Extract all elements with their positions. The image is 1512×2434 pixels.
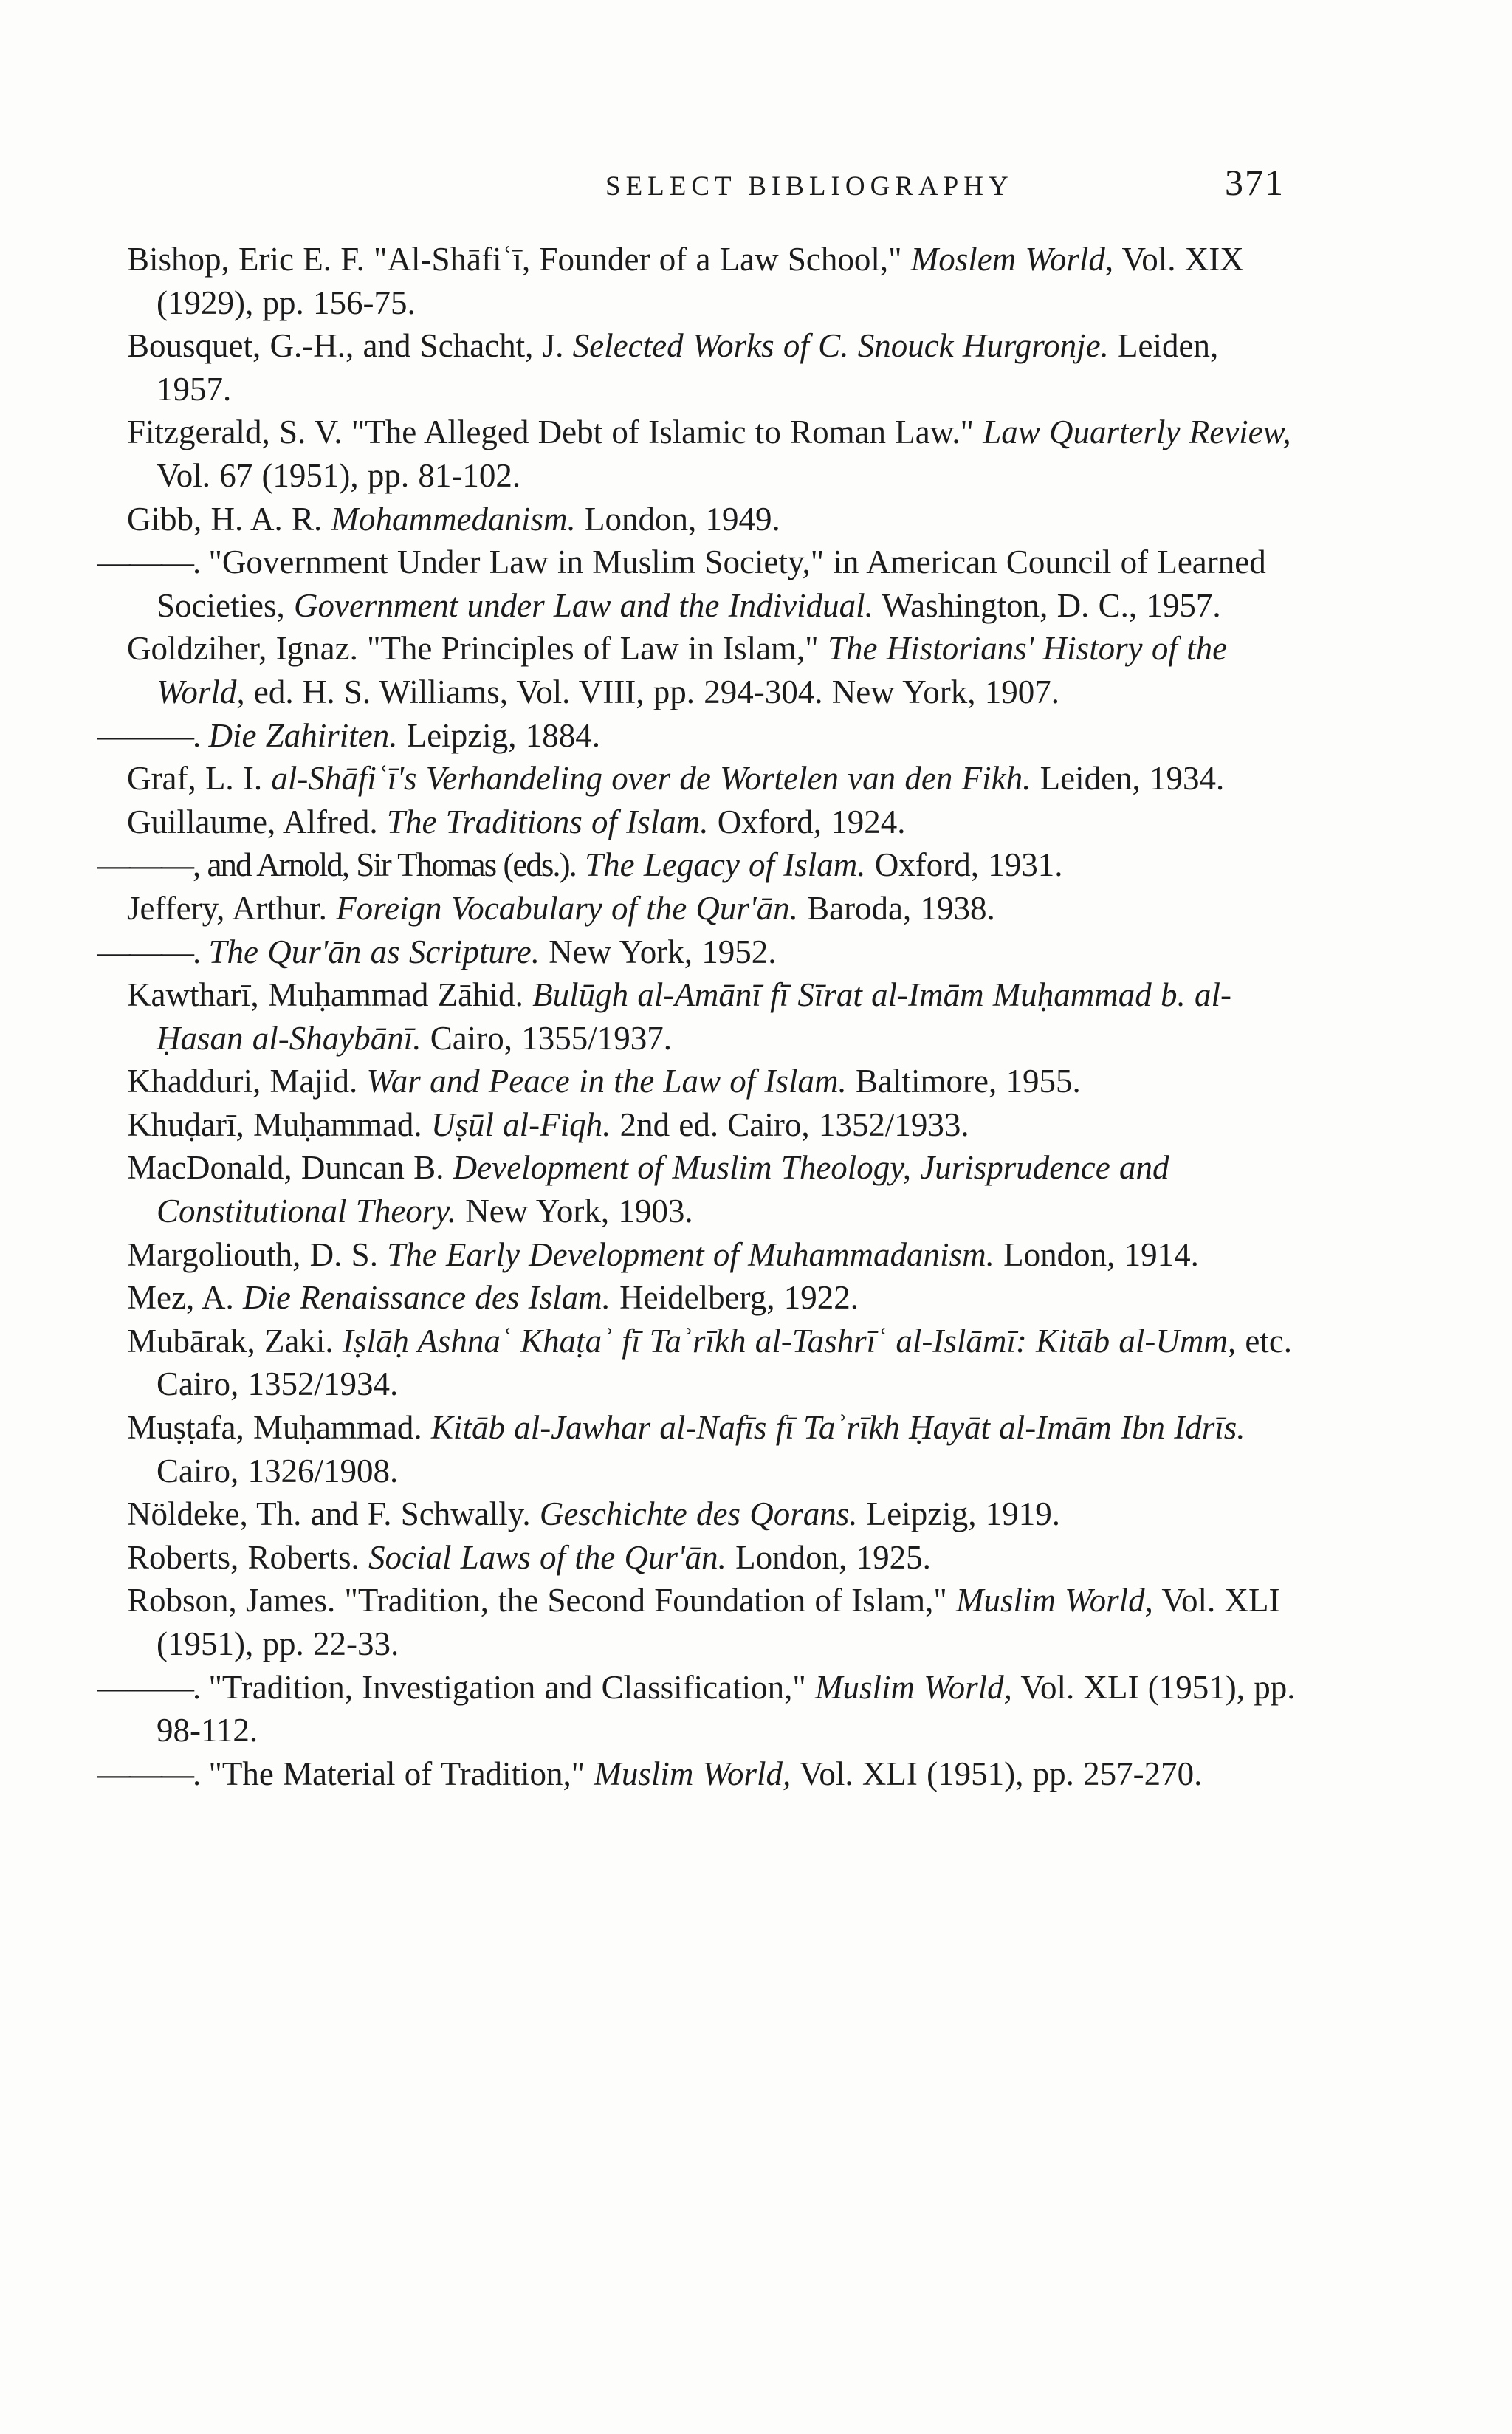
entry-author: Mubārak, Zaki. [127,1322,334,1360]
bibliography-entry [127,1492,1297,1536]
entry-details: Cairo, 1355/1937. [430,1019,672,1057]
bibliography-entry [127,1579,1297,1665]
entry-author: ———, and Arnold, Sir Thomas (eds.). [97,846,576,884]
entry-title-italic: Die Renaissance des Islam. [242,1279,611,1317]
entry-author: Margoliouth, D. S. [127,1235,378,1273]
entry-title-italic: The Early Development of Muhammadanism. [387,1235,994,1273]
entry-title: "Tradition, Investigation and Classification," [208,1668,806,1706]
entry-author: Robson, James. [127,1582,336,1619]
entry-title-italic: Bulūgh al-Amānī fī Sīrat al-Imām Muḥammad b. al-Ḥasan al-Shaybānī. [157,976,1232,1057]
entry-details: London, 1914. [1003,1235,1199,1273]
entry-author: Roberts, Roberts. [127,1538,360,1576]
entry-author: ———. [97,716,200,754]
bibliography-entry [127,498,1297,541]
entry-details: Vol. XLI (1951), pp. 98-112. [157,1668,1296,1749]
bibliography-entry [127,973,1297,1060]
entry-title-italic: Development of Muslim Theology, Jurisprudence and Constitutional Theory. [157,1149,1169,1230]
entry-author: Khadduri, Majid. [127,1063,358,1100]
running-head [605,161,1285,205]
entry-author: ———. [97,544,200,581]
bibliography-entry [97,1752,1297,1796]
bibliography-entry [127,627,1297,713]
entry-title-italic: Moslem World, [910,241,1114,278]
entry-title-italic: Muslim World, [594,1755,791,1792]
entry-title-italic: Muslim World, [815,1668,1012,1706]
entry-details: New York, 1903. [465,1193,693,1230]
entry-author: Gibb, H. A. R. [127,500,323,538]
entry-details: Leipzig, 1919. [866,1495,1060,1533]
entry-details: Leiden, 1934. [1040,760,1225,798]
entry-author: Goldziher, Ignaz. [127,630,358,668]
entry-title-italic: Kitāb al-Jawhar al-Nafīs fī Taʾrīkh Ḥayāt al-Imām Ibn Idrīs. [430,1409,1245,1447]
bibliography-entry [127,238,1297,324]
bibliography-entry [127,1536,1297,1580]
entry-details: Vol. 67 (1951), pp. 81-102. [157,456,521,494]
entry-author: MacDonald, Duncan B. [127,1149,444,1187]
entry-title-italic: Muslim World, [956,1582,1153,1619]
entry-details: Vol. XLI (1951), pp. 22-33. [157,1582,1280,1662]
page-number: 371 [1225,162,1285,203]
entry-title-italic: Law Quarterly Review, [983,414,1291,451]
bibliography-entry [127,411,1297,497]
entry-title-italic: Mohammedanism. [331,500,576,538]
bibliography-entry [127,1146,1297,1233]
entry-title-italic: The Historians' History of the World, [157,630,1228,710]
entry-title: "The Principles of Law in Islam," [367,630,819,668]
entry-title-italic: The Traditions of Islam. [386,803,709,840]
entry-details: 2nd ed. Cairo, 1352/1933. [619,1105,969,1143]
entry-title-italic: Foreign Vocabulary of the Qur'ān. [336,889,798,927]
entry-title-italic: Selected Works of C. Snouck Hurgronje. [572,327,1109,365]
entry-details: Oxford, 1931. [874,846,1063,884]
bibliography-entry [97,541,1297,627]
entry-title-italic: War and Peace in the Law of Islam. [366,1063,847,1100]
entry-details: Baltimore, 1955. [856,1063,1081,1100]
entry-title-italic: The Legacy of Islam. [585,846,866,884]
bibliography-entry [97,714,1297,758]
bibliography-entry [127,1406,1297,1492]
entry-details: ed. H. S. Williams, Vol. VIII, pp. 294-304. New York, 1907. [253,673,1060,710]
entry-title-italic: Government under Law and the Individual. [293,586,873,624]
entry-author: Bousquet, G.-H., and Schacht, J. [127,327,564,365]
entry-details: New York, 1952. [549,933,777,970]
entry-title: "The Alleged Debt of Islamic to Roman Law." [351,414,974,451]
bibliography-entry [127,1320,1297,1406]
entry-details: Heidelberg, 1922. [619,1279,859,1317]
entry-author: Bishop, Eric E. F. [127,241,365,278]
entry-details: London, 1949. [585,500,780,538]
entry-details: Oxford, 1924. [717,803,906,840]
entry-details: etc. Cairo, 1352/1934. [157,1322,1293,1403]
entry-title: "Tradition, the Second Foundation of Islam," [344,1582,947,1619]
bibliography-entry [127,801,1297,844]
bibliography-entry [127,1276,1297,1320]
entry-author: Fitzgerald, S. V. [127,414,343,451]
bibliography-list [97,238,1297,1795]
entry-title: "Government Under Law in Muslim Society," in American Council of Learned Societies, [157,544,1266,624]
entry-title-italic: The Qur'ān as Scripture. [208,933,540,970]
entry-title-italic: Die Zahiriten. [208,716,398,754]
bibliography-entry [127,324,1297,411]
entry-title: "The Material of Tradition," [208,1755,585,1792]
entry-author: Mez, A. [127,1279,234,1317]
entry-title-italic: al-Shāfiʿī's Verhandeling over de Wortelen van den Fikh. [271,760,1031,798]
entry-title: "Al-Shāfiʿī, Founder of a Law School," [374,241,902,278]
entry-title-italic: Social Laws of the Qur'ān. [368,1538,726,1576]
entry-title-italic: Iṣlāḥ Ashnaʿ Khaṭaʾ fī Taʾrīkh al-Tashrīʿ al-Islāmī: Kitāb al-Umm, [342,1322,1237,1360]
entry-details: Cairo, 1326/1908. [157,1452,399,1489]
entry-author: Khuḍarī, Muḥammad. [127,1105,422,1143]
entry-details: Washington, D. C., 1957. [882,586,1221,624]
bibliography-entry [127,757,1297,801]
entry-details: Vol. XIX (1929), pp. 156-75. [157,241,1244,321]
entry-author: ———. [97,1668,200,1706]
bibliography-entry [127,1060,1297,1103]
bibliography-entry [97,843,1297,887]
bibliography-entry [127,1233,1297,1277]
entry-details: Vol. XLI (1951), pp. 257-270. [799,1755,1203,1792]
entry-details: Leiden, 1957. [157,327,1219,408]
entry-details: Baroda, 1938. [807,889,995,927]
entry-title-italic: Uṣūl al-Fiqh. [430,1105,611,1143]
entry-title-italic: Geschichte des Qorans. [539,1495,858,1533]
entry-details: London, 1925. [735,1538,931,1576]
entry-author: Graf, L. I. [127,760,263,798]
entry-details: Leipzig, 1884. [406,716,600,754]
entry-author: Muṣṭafa, Muḥammad. [127,1409,422,1447]
entry-author: ———. [97,933,200,970]
bibliography-entry [127,1103,1297,1147]
entry-author: Nöldeke, Th. and F. Schwally. [127,1495,531,1533]
entry-author: Jeffery, Arthur. [127,889,327,927]
running-title: SELECT BIBLIOGRAPHY [605,171,1014,202]
entry-author: Guillaume, Alfred. [127,803,378,840]
entry-author: Kawtharī, Muḥammad Zāhid. [127,976,523,1014]
entry-author: ———. [97,1755,200,1792]
bibliography-entry [97,930,1297,974]
bibliography-entry [127,887,1297,930]
bibliography-entry [97,1666,1297,1752]
